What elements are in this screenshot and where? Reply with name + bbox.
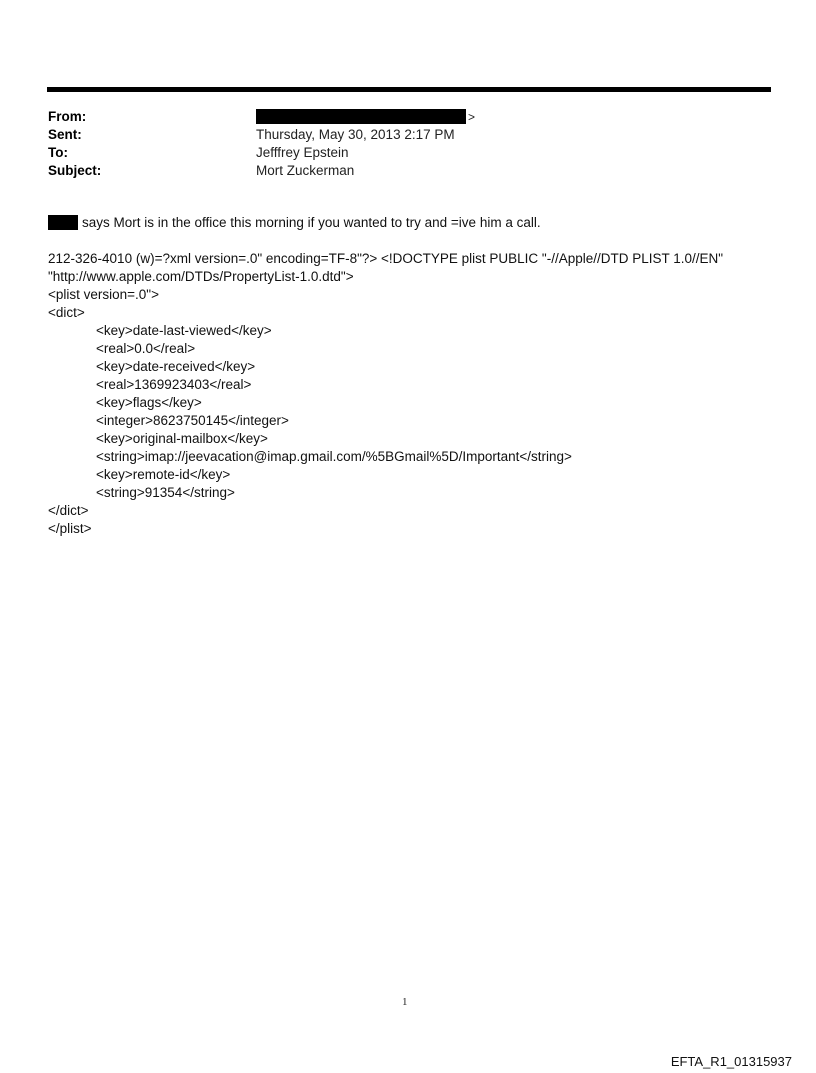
intro-text: says Mort is in the office this morning if you wanted to try and =ive him a call. (82, 215, 541, 230)
subject-row (48, 162, 748, 180)
from-label: From: (48, 109, 87, 124)
document-id: EFTA_R1_01315937 (670, 1054, 792, 1069)
dict-close: </dict> (48, 503, 89, 518)
plist-entry: <key>remote-id</key> (96, 467, 231, 482)
plist-entry: <key>original-mailbox</key> (96, 431, 268, 446)
plist-entry: <real>0.0</real> (96, 341, 196, 356)
subject-value: Mort Zuckerman (256, 163, 355, 178)
plist-close: </plist> (48, 521, 92, 536)
plist-entry: <integer>8623750145</integer> (96, 413, 289, 428)
plist-line-1: 212-326-4010 (w)=?xml version=.0" encoding=TF-8"?> <!DOCTYPE plist PUBLIC "-//Apple//DTD PLIST 1.0//EN" (48, 251, 724, 266)
sent-row (48, 126, 748, 144)
redaction-box (48, 215, 78, 230)
plist-open: <plist version=.0"> (48, 287, 159, 302)
intro-line (48, 214, 788, 232)
from-suffix: > (468, 110, 476, 124)
plist-entry: <key>date-last-viewed</key> (96, 323, 272, 338)
spacer (48, 232, 788, 250)
to-row (48, 144, 748, 162)
plist-entry: <string>imap://jeevacation@imap.gmail.com/%5BGmail%5D/Important</string> (96, 449, 572, 464)
plist-entry: <key>date-received</key> (96, 359, 256, 374)
from-row (48, 108, 748, 126)
sent-label: Sent: (48, 127, 82, 142)
email-body (48, 214, 788, 538)
plist-entry: <string>91354</string> (96, 485, 235, 500)
dict-open: <dict> (48, 305, 85, 320)
header-rule (47, 87, 771, 92)
email-header (48, 108, 748, 180)
sent-value: Thursday, May 30, 2013 2:17 PM (256, 127, 455, 142)
to-value: Jefffrey Epstein (256, 145, 349, 160)
subject-label: Subject: (48, 163, 102, 178)
page-number: 1 (402, 996, 408, 1008)
to-label: To: (48, 145, 68, 160)
plist-entry: <key>flags</key> (96, 395, 202, 410)
redaction-box (256, 109, 466, 124)
plist-line-2: "http://www.apple.com/DTDs/PropertyList-1.0.dtd"> (48, 269, 354, 284)
plist-entry: <real>1369923403</real> (96, 377, 252, 392)
from-value (256, 108, 475, 126)
